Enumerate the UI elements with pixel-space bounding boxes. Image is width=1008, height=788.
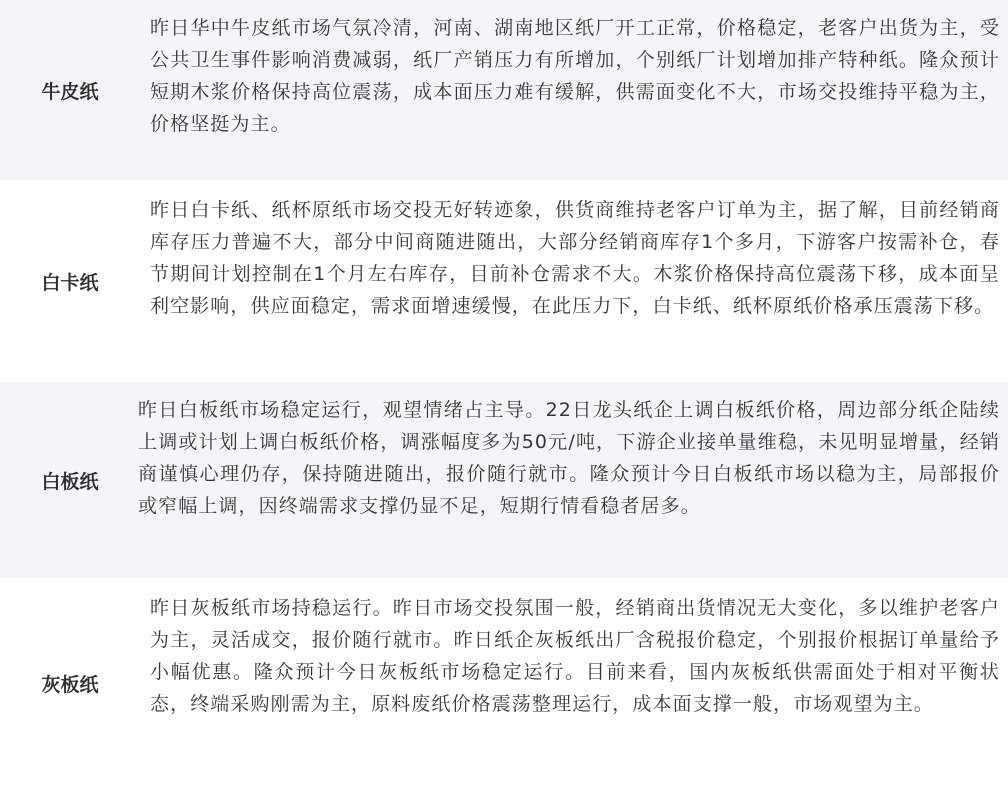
row-label-cell <box>0 0 138 180</box>
row-label-cell <box>0 182 138 380</box>
table-row-grey-board-paper <box>0 580 1008 788</box>
row-label: 灰板纸 <box>41 673 99 696</box>
table-row-white-board-paper <box>0 382 1008 580</box>
row-label: 牛皮纸 <box>41 80 99 103</box>
row-label: 白卡纸 <box>41 271 99 294</box>
table-row-kraft-paper <box>0 0 1008 182</box>
row-description: 昨日白卡纸、纸杯原纸市场交投无好转迹象，供货商维持老客户订单为主，据了解，目前经销商库存压力普遍不大，部分中间商随进随出，大部分经销商库存1个多月，下游客户按需补仓，春节期间计划控制在1个月左右库存，目前补仓需求不大。木浆价格保持高位震荡下移，成本面呈利空影响，供应面稳定，需求面增速缓慢，在此压力下，白卡纸、纸杯原纸价格承压震荡下移。 <box>150 199 1000 317</box>
row-description: 昨日白板纸市场稳定运行，观望情绪占主导。22日龙头纸企上调白板纸价格，周边部分纸企陆续上调或计划上调白板纸价格，调涨幅度多为50元/吨，下游企业接单量维稳，未见明显增量，经销商谨慎心理仍存，保持随进随出，报价随行就市。隆众预计今日白板纸市场以稳为主，局部报价或窄幅上调，因终端需求支撑仍显不足，短期行情看稳者居多。 <box>138 399 1000 517</box>
row-label-cell <box>0 382 138 578</box>
row-description: 昨日灰板纸市场持稳运行。昨日市场交投氛围一般，经销商出货情况无大变化，多以维护老客户为主，灵活成交，报价随行就市。昨日纸企灰板纸出厂含税报价稳定，个别报价根据订单量给予小幅优惠。隆众预计今日灰板纸市场稳定运行。目前来看，国内灰板纸供需面处于相对平衡状态，终端采购刚需为主，原料废纸价格震荡整理运行，成本面支撑一般，市场观望为主。 <box>150 597 1000 715</box>
row-label-cell <box>0 580 138 786</box>
row-description: 昨日华中牛皮纸市场气氛冷清，河南、湖南地区纸厂开工正常，价格稳定，老客户出货为主，受公共卫生事件影响消费减弱，纸厂产销压力有所增加，个别纸厂计划增加排产特种纸。隆众预计短期木浆价格保持高位震荡，成本面压力难有缓解，供需面变化不大，市场交投维持平稳为主，价格坚挺为主。 <box>150 17 1000 135</box>
row-label: 白板纸 <box>41 470 99 493</box>
table-row-white-cardboard <box>0 182 1008 382</box>
